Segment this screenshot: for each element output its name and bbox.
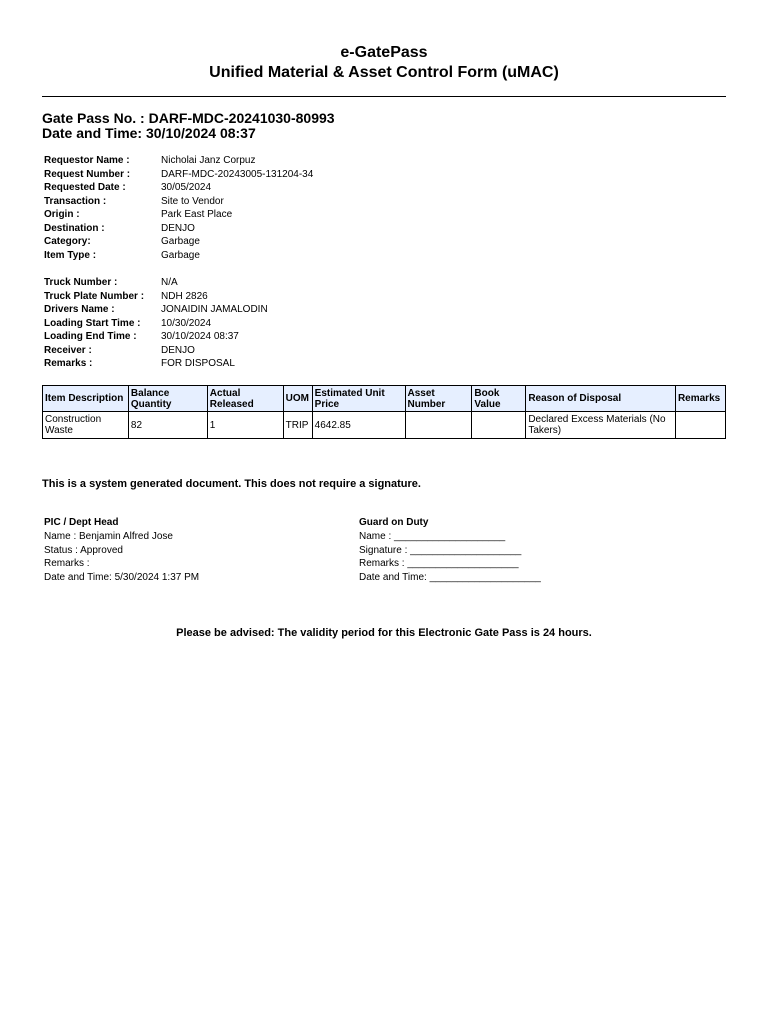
pic-heading: PIC / Dept Head bbox=[44, 517, 119, 528]
field-value: 10/30/2024 bbox=[161, 317, 212, 329]
guard-datetime-field: Date and Time: ____________________ bbox=[359, 571, 541, 583]
table-cell: Declared Excess Materials (No Takers) bbox=[526, 412, 676, 439]
validity-notice: Please be advised: The validity period for this Electronic Gate Pass is 24 hours. bbox=[176, 627, 592, 639]
field-label: Category: bbox=[44, 236, 91, 247]
field-label: Request Number : bbox=[44, 168, 131, 180]
field-label: Loading End Time : bbox=[44, 331, 137, 342]
column-header: Remarks bbox=[675, 386, 725, 412]
field-value: N/A bbox=[161, 277, 178, 288]
header-divider bbox=[42, 96, 726, 97]
field-label: Requestor Name : bbox=[44, 155, 130, 166]
field-label: Drivers Name : bbox=[44, 304, 115, 315]
column-header: Reason of Disposal bbox=[526, 386, 676, 412]
table-cell bbox=[472, 412, 526, 439]
column-header: Actual Released bbox=[207, 386, 283, 412]
document-title: e-GatePass bbox=[340, 44, 428, 61]
guard-heading: Guard on Duty bbox=[359, 517, 429, 528]
pic-status: Status : Approved bbox=[44, 544, 123, 556]
column-header: Balance Quantity bbox=[128, 386, 207, 412]
field-value: Garbage bbox=[161, 236, 200, 247]
document-subtitle: Unified Material & Asset Control Form (uMAC) bbox=[209, 64, 559, 81]
column-header: Item Description bbox=[43, 386, 129, 412]
gate-pass-number: Gate Pass No. : DARF-MDC-20241030-80993 bbox=[42, 110, 335, 126]
column-header: Book Value bbox=[472, 386, 526, 412]
table-cell: 82 bbox=[128, 412, 207, 439]
table-cell bbox=[405, 412, 472, 439]
field-label: Origin : bbox=[44, 209, 80, 220]
field-value: DARF-MDC-20243005-131204-34 bbox=[161, 168, 314, 180]
field-label: Item Type : bbox=[44, 249, 97, 261]
field-value: Nicholai Janz Corpuz bbox=[161, 155, 256, 166]
field-value: FOR DISPOSAL bbox=[161, 358, 235, 369]
table-cell: 4642.85 bbox=[312, 412, 405, 439]
pic-datetime: Date and Time: 5/30/2024 1:37 PM bbox=[44, 571, 200, 583]
pic-name: Name : Benjamin Alfred Jose bbox=[44, 531, 173, 542]
guard-signature-field: Signature : ____________________ bbox=[359, 544, 522, 556]
items-table bbox=[42, 385, 726, 439]
field-value: JONAIDIN JAMALODIN bbox=[161, 304, 268, 315]
table-cell: TRIP bbox=[283, 412, 312, 439]
field-label: Transaction : bbox=[44, 195, 107, 207]
table-row bbox=[43, 412, 726, 439]
field-label: Loading Start Time : bbox=[44, 317, 141, 329]
field-value: DENJO bbox=[161, 222, 195, 234]
field-label: Destination : bbox=[44, 222, 105, 234]
field-value: 30/05/2024 bbox=[161, 182, 212, 193]
field-value: 30/10/2024 08:37 bbox=[161, 331, 239, 342]
table-cell: Construction Waste bbox=[43, 412, 129, 439]
field-value: NDH 2826 bbox=[161, 290, 208, 302]
field-label: Requested Date : bbox=[44, 182, 126, 193]
table-header-row bbox=[43, 386, 726, 412]
pic-remarks: Remarks : bbox=[44, 558, 90, 569]
field-value: Site to Vendor bbox=[161, 195, 224, 207]
field-value: Garbage bbox=[161, 249, 200, 261]
gate-pass-datetime: Date and Time: 30/10/2024 08:37 bbox=[42, 125, 256, 141]
column-header: Estimated Unit Price bbox=[312, 386, 405, 412]
table-cell: 1 bbox=[207, 412, 283, 439]
field-label: Truck Plate Number : bbox=[44, 290, 145, 302]
field-label: Receiver : bbox=[44, 344, 92, 356]
column-header: UOM bbox=[283, 386, 312, 412]
field-label: Truck Number : bbox=[44, 277, 118, 288]
column-header: Asset Number bbox=[405, 386, 472, 412]
system-generated-notice: This is a system generated document. This does not require a signature. bbox=[42, 478, 421, 490]
field-value: Park East Place bbox=[161, 209, 233, 220]
field-value: DENJO bbox=[161, 344, 195, 356]
guard-remarks-field: Remarks : ____________________ bbox=[359, 558, 519, 569]
guard-name-field: Name : ____________________ bbox=[359, 531, 506, 542]
field-label: Remarks : bbox=[44, 358, 93, 369]
table-cell bbox=[675, 412, 725, 439]
